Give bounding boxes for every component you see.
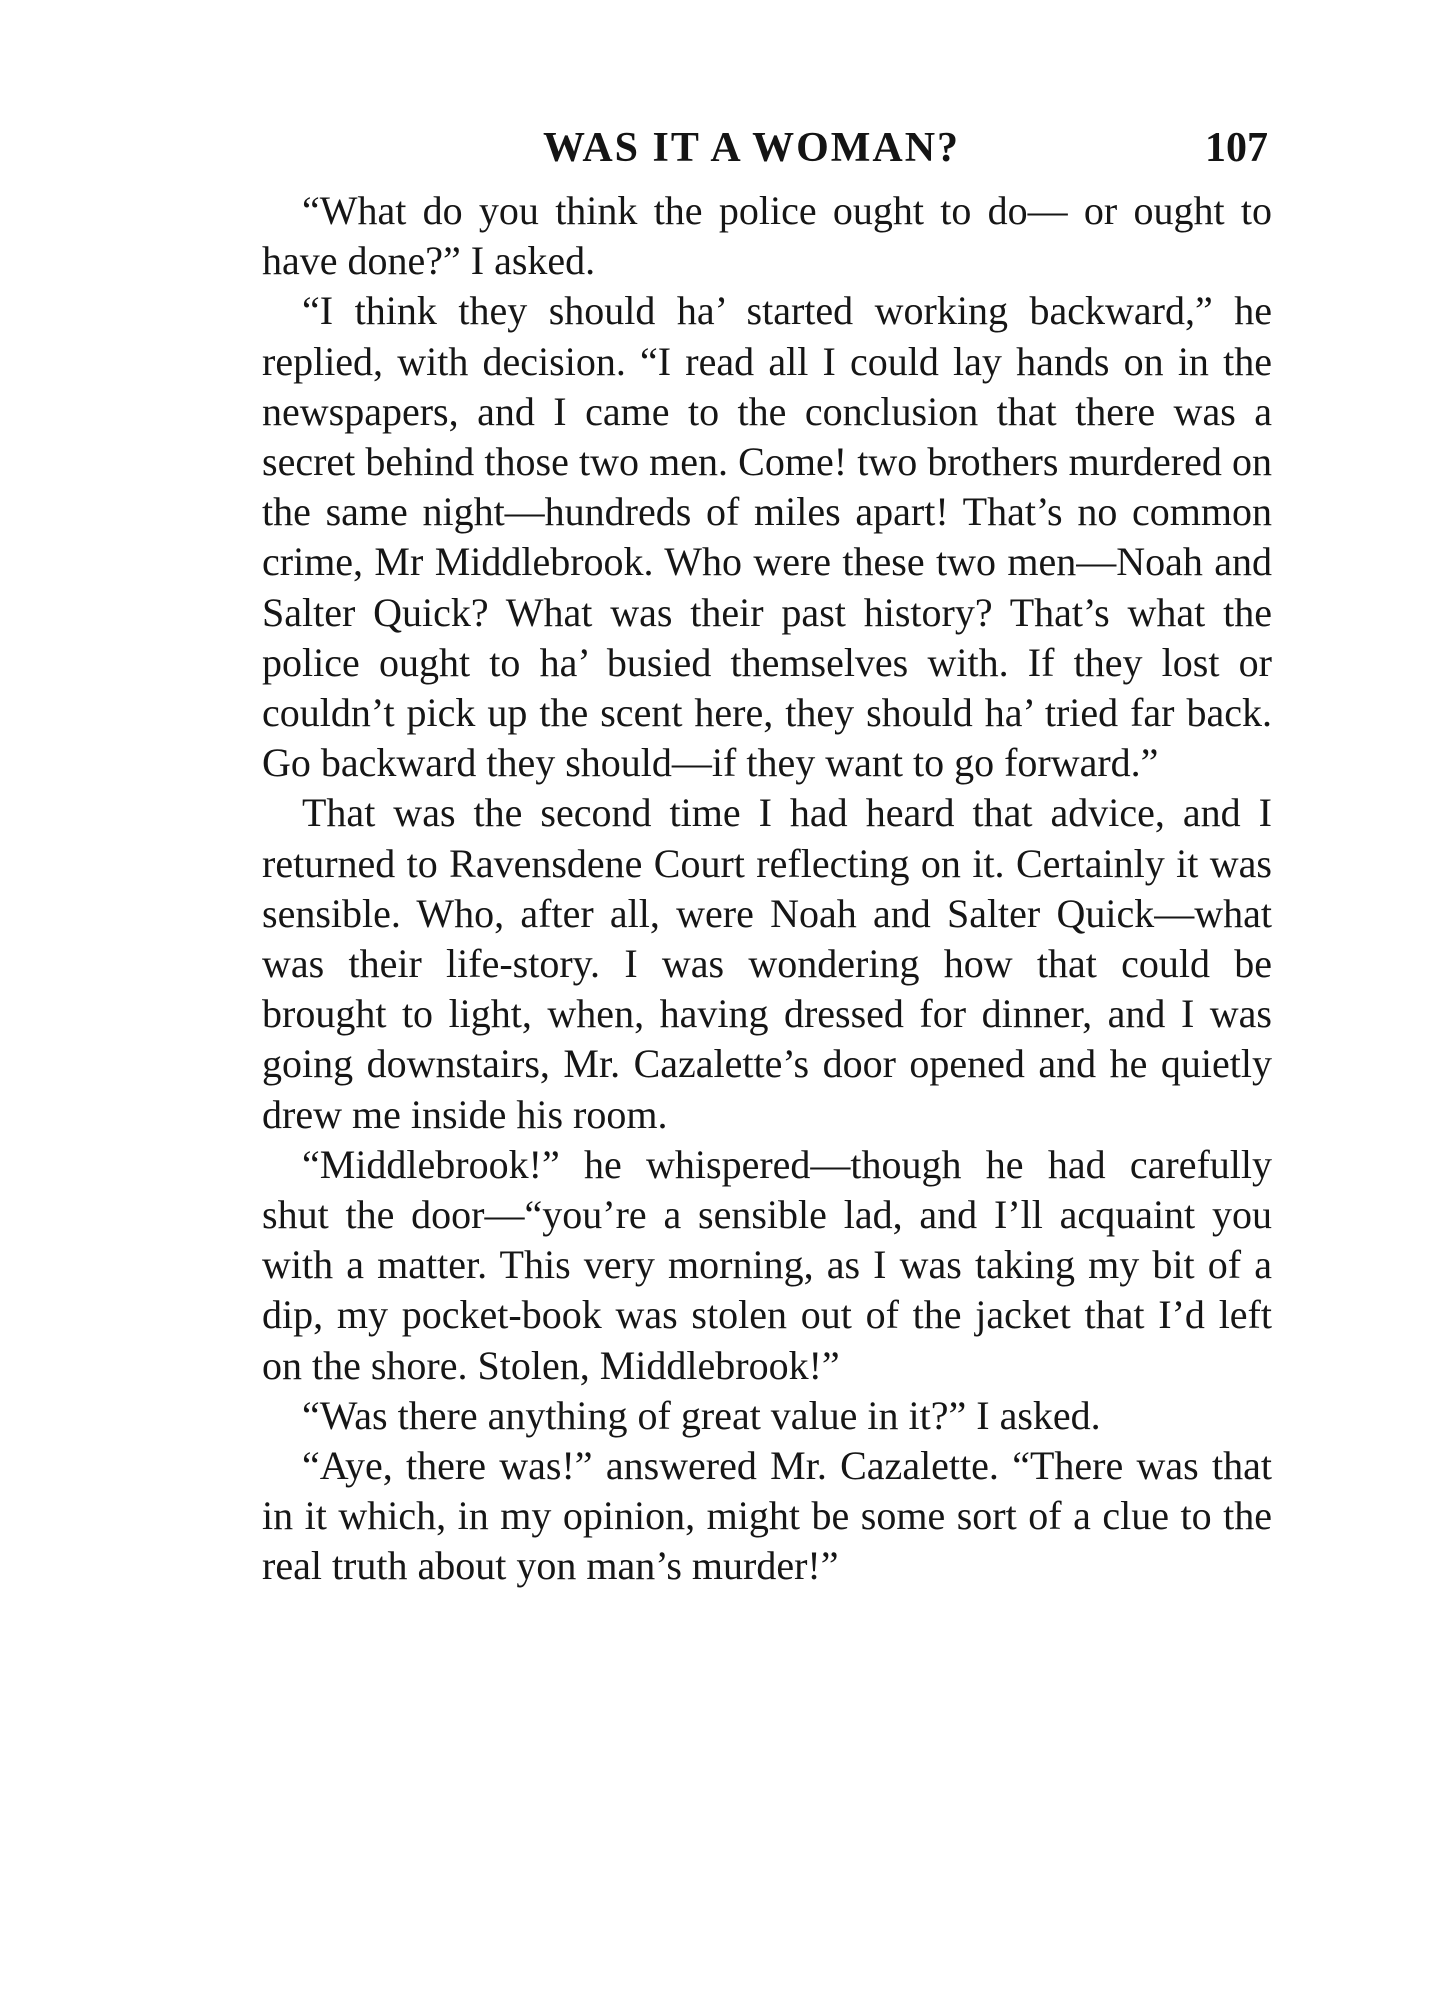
paragraph: “Aye, there was!” answered Mr. Cazalette. “There was that in it which, in my opinion, might be some sort of a clue to the real truth about yon man’s murder!”	[262, 1443, 1272, 1589]
paragraph: “Middlebrook!” he whispered—though he had carefully shut the door—“you’re a sensible lad, and I’ll acquaint you with a matter. This very morning, as I was taking my bit of a dip, my pocket-book was stolen out of the jacket that I’d left on the shore. Stolen, Middlebrook!”	[262, 1141, 1272, 1388]
paragraph: “I think they should ha’ started working backward,” he replied, with decision. “I read all I could lay hands on in the newspapers, and I came to the conclusion that there was a secret behind those two men. Come! two brothers murdered on the same night—hundreds of miles apart! That’s no common crime, Mr Middlebrook. Who were these two men—Noah and Salter Quick? What was their past history? That’s what the police ought to ha’ busied themselves with. If they lost or couldn’t pick up the scent here, they should ha’ tried far back. Go backward they should—if they want to go forward.”	[262, 288, 1272, 786]
running-title: WAS IT A WOMAN?	[543, 125, 961, 171]
body-text	[262, 186, 1272, 1592]
paragraph: “What do you think the police ought to do— or ought to have done?” I asked.	[262, 188, 1272, 284]
paragraph: “Was there anything of great value in it?” I asked.	[302, 1392, 1101, 1438]
page-header	[262, 124, 1272, 180]
paragraph: That was the second time I had heard that advice, and I returned to Ravensdene Court reflecting on it. Certainly it was sensible. Who, after all, were Noah and Salter Quick—what was their life-story. I was wondering how that could be brought to light, when, having dressed for dinner, and I was going downstairs, Mr. Cazalette’s door opened and he quietly drew me inside his room.	[262, 790, 1272, 1137]
page-number: 107	[1205, 125, 1268, 171]
